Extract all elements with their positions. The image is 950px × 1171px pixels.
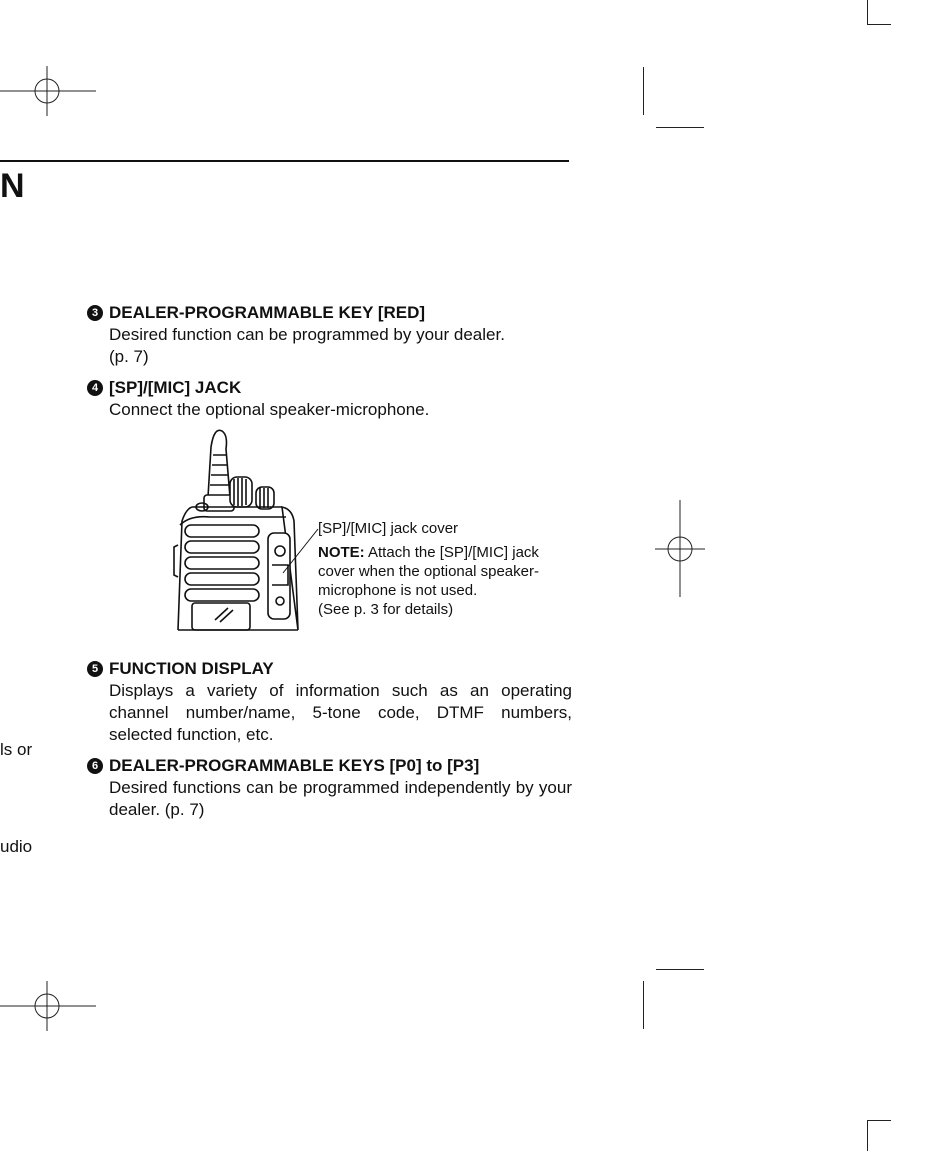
page-heading-fragment: N	[0, 167, 25, 205]
callout-label: [SP]/[MIC] jack cover	[318, 520, 459, 537]
note-block	[318, 543, 568, 619]
section-dealer-keys-p0-p3	[87, 755, 572, 821]
section-function-display	[87, 658, 572, 746]
section-body: Desired functions can be programmed independently by your dealer. (p. 7)	[109, 778, 572, 819]
registration-mark-right	[655, 500, 705, 597]
cutoff-text: ls or	[0, 740, 33, 759]
section-number-badge: 3	[87, 305, 103, 321]
section-dealer-key-red	[87, 302, 572, 368]
jack-cover-callout	[318, 519, 568, 619]
section-body: Displays a variety of information such as an operating channel number/name, 5-tone code, DTMF numbers, selected function, etc.	[109, 681, 572, 744]
note-text: cover when the optional speaker-	[318, 563, 539, 580]
registration-mark-top-left	[0, 66, 100, 116]
note-text: microphone is not used.	[318, 582, 478, 599]
section-title: FUNCTION DISPLAY	[109, 659, 274, 678]
section-title: [SP]/[MIC] JACK	[109, 378, 242, 397]
note-label: NOTE:	[318, 544, 365, 561]
radio-illustration	[170, 425, 320, 635]
section-body-page-ref: (p. 7)	[109, 347, 149, 366]
section-body: Desired function can be programmed by your dealer.	[109, 325, 505, 344]
section-number-badge: 4	[87, 380, 103, 396]
section-title: DEALER-PROGRAMMABLE KEYS [P0] to [P3]	[109, 756, 480, 775]
note-text: (See p. 3 for details)	[318, 601, 454, 618]
section-title: DEALER-PROGRAMMABLE KEY [RED]	[109, 303, 426, 322]
section-number-badge: 6	[87, 758, 103, 774]
header-rule	[0, 160, 569, 162]
registration-mark-bottom-left	[0, 981, 100, 1031]
note-text: Attach the [SP]/[MIC] jack	[364, 544, 539, 561]
section-sp-mic-jack	[87, 377, 572, 421]
cutoff-text: udio	[0, 837, 33, 856]
section-body: Connect the optional speaker-microphone.	[109, 400, 430, 419]
section-number-badge: 5	[87, 661, 103, 677]
